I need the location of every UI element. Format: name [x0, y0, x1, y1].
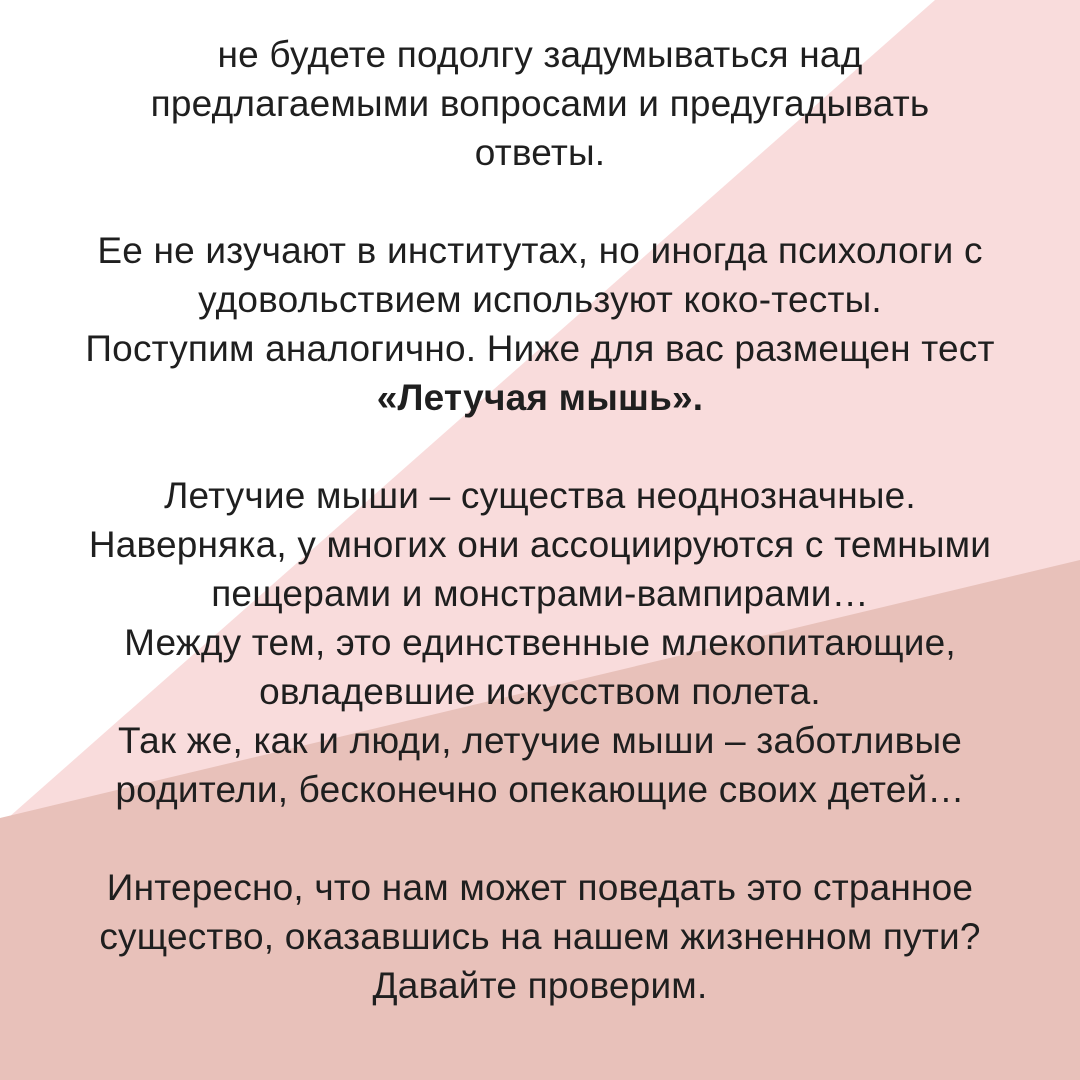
text-line: Летучие мыши – существа неоднозначные.: [164, 475, 916, 516]
text-line: родители, бесконечно опекающие своих детей…: [115, 769, 965, 810]
text-line: ответы.: [474, 132, 606, 173]
paragraph-closing: [18, 863, 1062, 1010]
text-line: не будете подолгу задумываться над: [217, 34, 863, 75]
test-title: «Летучая мышь».: [376, 377, 704, 418]
text-line: Интересно, что нам может поведать это странное: [106, 867, 974, 908]
paragraph-bats: [18, 471, 1062, 814]
text-line: Поступим аналогично. Ниже для вас размещен тест: [85, 328, 995, 369]
text-line: овладевшие искусством полета.: [259, 671, 821, 712]
paragraph-intro: [18, 30, 1062, 177]
text-line: Между тем, это единственные млекопитающие,: [124, 622, 956, 663]
paragraph-test-intro: [18, 226, 1062, 422]
text-line: существо, оказавшись на нашем жизненном пути?: [99, 916, 981, 957]
text-line: предлагаемыми вопросами и предугадывать: [150, 83, 930, 124]
text-line: удовольствием используют коко-тесты.: [198, 279, 882, 320]
text-line: Наверняка, у многих они ассоциируются с темными: [88, 524, 992, 565]
text-line: пещерами и монстрами-вампирами…: [211, 573, 869, 614]
text-line: Так же, как и люди, летучие мыши – заботливые: [117, 720, 963, 761]
text-line: Давайте проверим.: [372, 965, 708, 1006]
text-line: Ее не изучают в институтах, но иногда психологи с: [97, 230, 983, 271]
